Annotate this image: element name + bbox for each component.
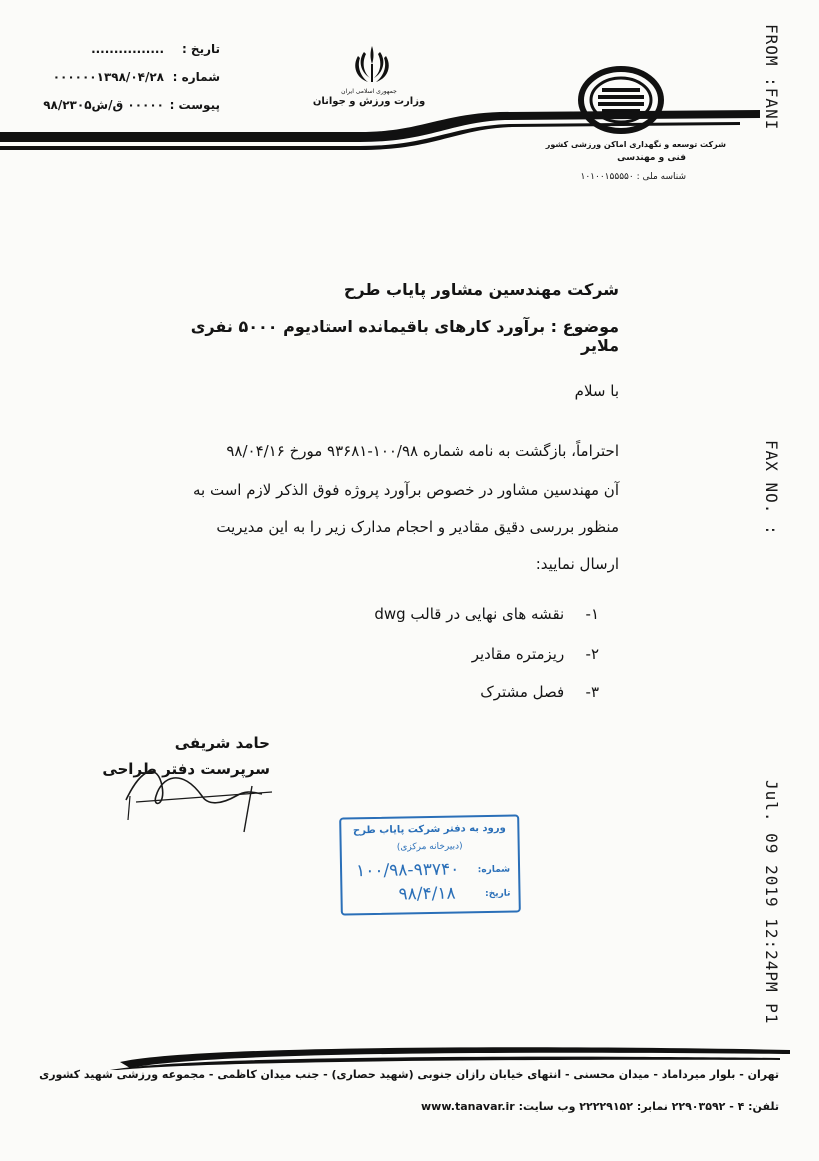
- date-label: تاریخ :: [181, 42, 220, 56]
- stamp-number-value: ۱۰۰/۹۸-۹۳۷۴۰: [355, 859, 460, 882]
- handwritten-signature: [112, 756, 282, 836]
- receipt-stamp: [339, 814, 521, 915]
- recipient: شرکت مهندسین مشاور پایاب طرح: [343, 280, 619, 299]
- footer-contact: تلفن: ۴ - ۲۲۹۰۳۵۹۲ نمابر: ۲۲۲۲۹۱۵۲ وب سایت: www.tanavar.ir: [421, 1100, 779, 1113]
- stamp-date-label: تاریخ:: [485, 888, 511, 900]
- date-field: [50, 42, 220, 58]
- company-name: شرکت توسعه و نگهداری اماکن ورزشی کشور: [545, 140, 726, 149]
- list-item: [239, 605, 599, 623]
- stamp-title: ورود به دفتر شرکت پایاب طرح: [352, 822, 506, 837]
- list-number: ۲-: [585, 645, 599, 663]
- stamp-number-label: شماره:: [477, 864, 511, 876]
- list-item: [239, 645, 599, 663]
- stamp-date-value: ۹۸/۴/۱۸: [398, 883, 456, 905]
- body-line: ارسال نمایید:: [535, 555, 619, 573]
- greeting: با سلام: [574, 382, 619, 400]
- subject-line: موضوع : برآورد کارهای باقیمانده استادیوم ۵۰۰۰ نفری ملایر: [190, 317, 619, 355]
- fax-timestamp: Jul. 09 2019 12:24PM P1: [762, 780, 781, 1025]
- list-text: نقشه های نهایی در قالب dwg: [374, 605, 565, 623]
- footer-wave: [0, 1040, 819, 1070]
- footer-address: تهران - بلوار میرداماد - میدان محسنی - انتهای خیابان رازان جنوبی (شهید حصاری) - جنب میدان کاظمی - مجموعه ورزشی شهید کشوری: [39, 1068, 779, 1081]
- stamp-subtitle: (دبیرخانه مرکزی): [396, 841, 463, 853]
- header-swoosh: [0, 96, 819, 166]
- list-number: ۳-: [585, 683, 599, 701]
- list-text: فصل مشترک: [480, 683, 565, 701]
- list-text: ریزمتره مقادیر: [471, 645, 565, 663]
- number-value: ۰۰۰۰۰۰۱۳۹۸/۰۴/۲۸: [52, 70, 164, 84]
- list-number: ۱-: [585, 605, 599, 623]
- signer-title: سرپرست دفتر طراحی: [102, 760, 270, 778]
- ministry-name: وزارت ورزش و جوانان: [312, 96, 426, 107]
- body-line: منظور بررسی دقیق مقادیر و احجام مدارک زیر را به این مدیریت: [216, 518, 619, 536]
- body-line: احتراماً، بازگشت به نامه شماره ۱۰۰/۹۸-۹۳۶۸۱ مورخ ۹۸/۰۴/۱۶: [226, 442, 619, 460]
- fax-number: FAX NO. :: [762, 440, 781, 536]
- signer-name: حامد شریفی: [174, 734, 270, 752]
- attachment-label: پیوست :: [169, 98, 220, 112]
- number-label: شماره :: [172, 70, 220, 84]
- list-item: [239, 683, 599, 701]
- number-field: [50, 70, 220, 86]
- company-subtitle: فنی و مهندسی: [617, 153, 686, 163]
- body-line: آن مهندسین مشاور در خصوص برآورد پروژه فوق الذکر لازم است به: [193, 481, 619, 499]
- national-id: شناسه ملی : ۱۰۱۰۰۱۵۵۵۵۰: [580, 172, 686, 182]
- attachment-value: ۰۰۰۰۰ ق/ش۹۸/۲۳۰۵: [43, 98, 164, 112]
- ministry-super-text: جمهوری اسلامی ایران: [341, 88, 397, 95]
- date-value: ................: [91, 42, 164, 56]
- fax-from: FROM :FANI: [762, 24, 781, 131]
- iran-emblem-icon: [348, 42, 396, 88]
